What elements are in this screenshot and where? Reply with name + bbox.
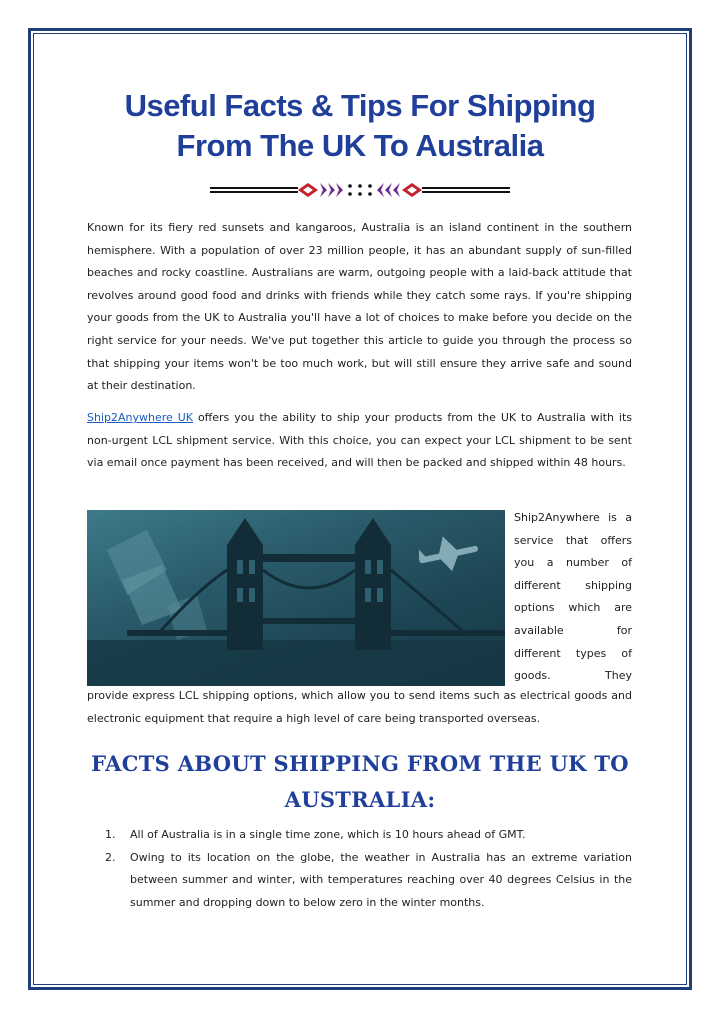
facts-heading-line-1: FACTS ABOUT SHIPPING FROM THE UK TO — [91, 751, 629, 776]
page-title — [60, 86, 660, 166]
list-item — [87, 824, 632, 847]
ornament-divider — [210, 180, 510, 200]
facts-list — [87, 824, 632, 914]
intro-paragraph: Known for its fiery red sunsets and kangaroos, Australia is an island continent in the southern hemisphere. With a population of over 23 million people, it has an abundant supply of sun-filled beaches and rocky coastline. Australians are warm, outgoing people with a laid-back attitude that revolves around good food and drinks with friends while they catch some rays. If you're shipping your goods from the UK to Australia you'll have a lot of choices to make before you decide on the right service for your needs. We've put together this article to guide you through the process so that shipping your items won't be too much work, but will still ensure they arrive safe and sound at their destination. — [87, 221, 632, 393]
title-line-1: Useful Facts & Tips For Shipping — [124, 88, 596, 123]
list-item-text: Owing to its location on the globe, the weather in Australia has an extreme variation between summer and winter, with temperatures reaching over 40 degrees Celsius in the summer and dropping down to below zero in the winter months. — [130, 850, 632, 909]
ship2anywhere-link[interactable]: Ship2Anywhere UK — [87, 411, 193, 424]
service-paragraph — [87, 407, 632, 475]
list-number: 2. — [105, 850, 116, 864]
title-line-2: From The UK To Australia — [176, 128, 544, 163]
tower-bridge-illustration — [87, 510, 505, 686]
side-paragraph: Ship2Anywhere is a service that offers you a number of different shipping options which are available for different types of goods. They — [514, 511, 632, 683]
list-number: 1. — [105, 828, 116, 841]
list-item — [87, 847, 632, 915]
list-item-text: All of Australia is in a single time zone, which is 10 hours ahead of GMT. — [130, 828, 526, 841]
tower-bridge-image — [87, 510, 505, 686]
continuation-paragraph: provide express LCL shipping options, which allow you to send items such as electrical goods and electronic equipment that require a high level of care being transported overseas. — [87, 689, 632, 725]
service-paragraph-text: offers you the ability to ship your products from the UK to Australia with its non-urgent LCL shipment service. With this choice, you can expect your LCL shipment to be sent via email once payment has been received, and will then be packed and shipped within 48 hours. — [87, 411, 633, 470]
facts-heading — [70, 746, 650, 818]
facts-heading-line-2: AUSTRALIA: — [284, 787, 436, 812]
